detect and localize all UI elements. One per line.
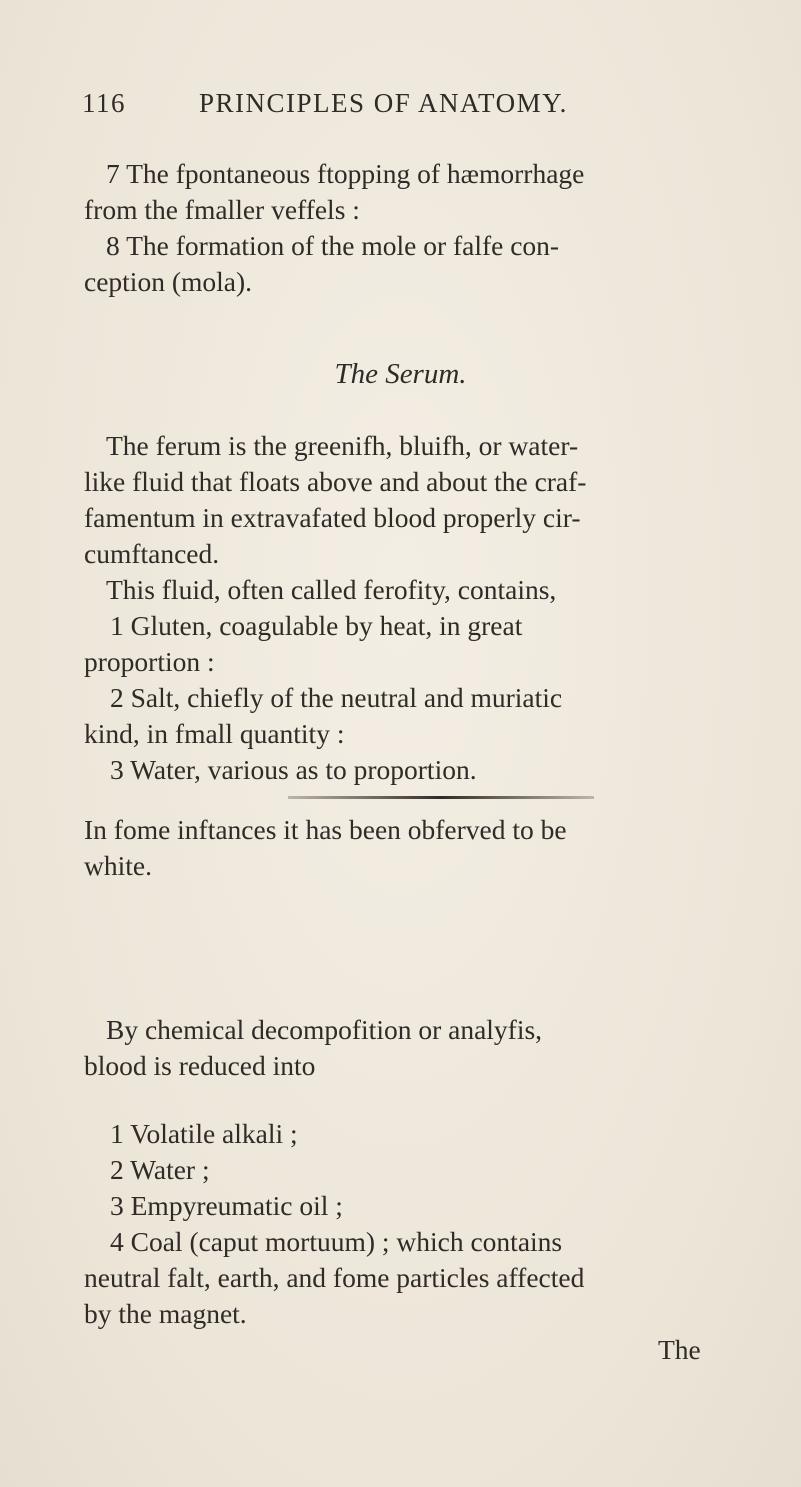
text-line: 1 Volatile alkali ; xyxy=(110,1118,298,1149)
text-line: 3 Empyreumatic oil ; xyxy=(110,1190,343,1221)
catchword: The xyxy=(658,1334,701,1365)
text-line: proportion : xyxy=(84,646,215,677)
text-line: 2 Salt, chiefly of the neutral and muriatic xyxy=(110,682,563,713)
text-line: famentum in extravafated blood properly cir- xyxy=(84,502,581,533)
text-line: by the magnet. xyxy=(84,1298,247,1329)
text-line: neutral falt, earth, and fome particles affected xyxy=(84,1262,585,1293)
text-line: 2 Water ; xyxy=(110,1154,210,1185)
text-line: from the fmaller veffels : xyxy=(84,194,360,225)
section-heading: The Serum. xyxy=(334,358,467,390)
text-line: white. xyxy=(84,850,152,881)
page-number: 116 xyxy=(82,88,126,118)
text-line: like fluid that floats above and about the craf- xyxy=(84,466,587,497)
text-line: This fluid, often called ferofity, contains, xyxy=(106,574,557,605)
running-title: PRINCIPLES OF ANATOMY. xyxy=(199,88,568,118)
section-rule xyxy=(288,796,594,799)
text-line: cumftanced. xyxy=(84,538,220,569)
text-line: 7 The fpontaneous ftopping of hæmorrhage xyxy=(106,158,585,189)
text-line: 1 Gluten, coagulable by heat, in great xyxy=(110,610,523,641)
running-head xyxy=(82,88,722,128)
text-line: blood is reduced into xyxy=(84,1050,316,1081)
text-line: 3 Water, various as to proportion. xyxy=(110,754,477,785)
text-line: In fome inftances it has been obferved to be xyxy=(84,814,567,845)
text-line: 4 Coal (caput mortuum) ; which contains xyxy=(110,1226,563,1257)
text-line: 8 The formation of the mole or falfe con- xyxy=(106,230,560,261)
text-line: The ferum is the greenifh, bluifh, or water- xyxy=(106,430,579,461)
text-line: kind, in fmall quantity : xyxy=(84,718,345,749)
text-line: ception (mola). xyxy=(84,266,252,297)
text-line: By chemical decompofition or analyfis, xyxy=(106,1014,543,1045)
